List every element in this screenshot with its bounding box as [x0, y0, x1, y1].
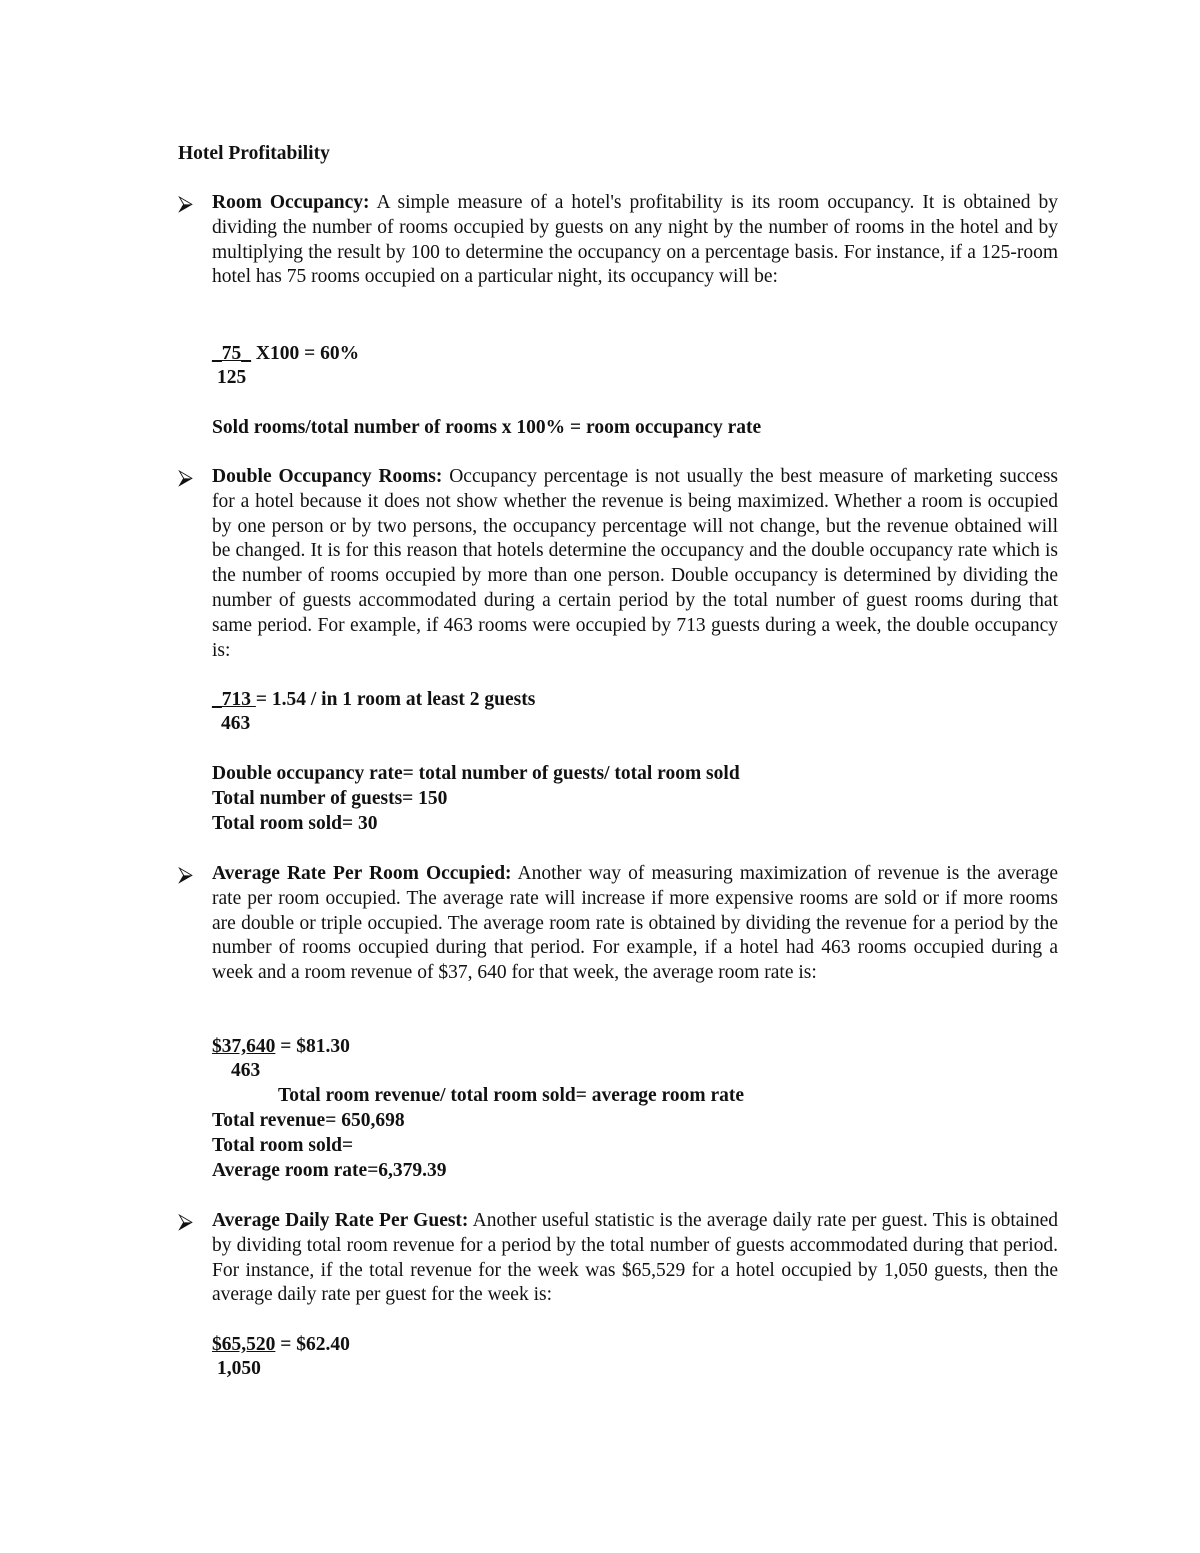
room-occupancy-formula: Sold rooms/total number of rooms x 100% = room occupancy rate — [212, 417, 762, 438]
fraction-denominator: 463 — [231, 1060, 261, 1081]
fraction-numerator: _75_ — [212, 343, 251, 364]
fraction-denominator: 1,050 — [217, 1358, 261, 1379]
average-room-rate-line: Average room rate=6,379.39 — [212, 1160, 447, 1181]
page-title: Hotel Profitability — [178, 143, 330, 164]
average-rate-fraction-line — [212, 1035, 350, 1060]
fraction-denominator: 463 — [221, 713, 251, 734]
arrow-bullet-icon: ⮚ — [178, 465, 193, 489]
section-average-daily-rate — [178, 1209, 1058, 1308]
total-rooms-line: Total room sold= 30 — [212, 813, 378, 834]
arrow-bullet-icon: ⮚ — [178, 191, 193, 215]
average-rate-paragraph — [212, 862, 1058, 986]
average-rate-formula: Total room revenue/ total room sold= average room rate — [278, 1085, 745, 1106]
room-occupancy-body: A simple measure of a hotel's profitability is its room occupancy. It is obtained by dividing the number of rooms occupied by guests on any night by the number of rooms in the hotel and by multiplying the result by 100 to determine the occupancy on a percentage basis. For instance, if a 125-room hotel has 75 rooms occupied on a particular night, its occupancy will be: — [212, 192, 1058, 288]
room-occupancy-paragraph — [212, 191, 1058, 290]
double-occupancy-paragraph — [212, 465, 1058, 663]
total-guests-line: Total number of guests= 150 — [212, 788, 448, 809]
room-occupancy-term: Room Occupancy: — [212, 192, 370, 213]
double-occupancy-term: Double Occupancy Rooms: — [212, 466, 443, 487]
average-daily-rate-body: Another useful statistic is the average daily rate per guest. This is obtained by dividing total room revenue for a period by the total number of guests accommodated during that period. For instance, if the total revenue for the week was $65,529 for a hotel occupied by 1,050 guests, then the average daily rate per guest for the week is: — [212, 1210, 1058, 1306]
total-rooms-line: Total room sold= — [212, 1135, 354, 1156]
fraction-result: X100 = 60% — [251, 343, 360, 364]
room-occupancy-fraction-line — [212, 342, 359, 367]
arrow-bullet-icon: ⮚ — [178, 1209, 193, 1233]
fraction-result: = 1.54 / in 1 room at least 2 guests — [255, 689, 536, 710]
section-double-occupancy — [178, 465, 1058, 663]
fraction-numerator: $37,640 — [212, 1036, 276, 1057]
section-average-rate — [178, 862, 1058, 986]
arrow-bullet-icon: ⮚ — [178, 862, 193, 886]
fraction-numerator: _713 — [212, 689, 256, 710]
section-room-occupancy — [178, 191, 1058, 290]
double-occupancy-formula: Double occupancy rate= total number of guests/ total room sold — [212, 763, 740, 784]
fraction-numerator: $65,520 — [212, 1334, 276, 1355]
average-daily-rate-paragraph — [212, 1209, 1058, 1308]
average-daily-rate-term: Average Daily Rate Per Guest: — [212, 1210, 469, 1231]
fraction-denominator: 125 — [217, 367, 247, 388]
double-occupancy-body: Occupancy percentage is not usually the best measure of marketing success for a hotel because it does not show whether the revenue is being maximized. Whether a room is occupied by one person or by two persons, the occupancy percentage will not change, but the revenue obtained will be changed. It is for this reason that hotels determine the occupancy and the double occupancy rate which is the number of rooms occupied by more than one person. Double occupancy is determined by dividing the number of guests accommodated during a certain period by the total number of guest rooms during that same period. For example, if 463 rooms were occupied by 713 guests during a week, the double occupancy is: — [212, 466, 1059, 661]
average-daily-rate-fraction-line — [212, 1333, 350, 1358]
fraction-result: = $81.30 — [275, 1036, 350, 1057]
double-occupancy-fraction-line — [212, 688, 535, 713]
average-rate-term: Average Rate Per Room Occupied: — [212, 863, 512, 884]
average-rate-body: Another way of measuring maximization of revenue is the average rate per room occupied. The average rate will increase if more expensive rooms are sold or if more rooms are double or triple occupied. The average room rate is obtained by dividing the revenue for a period by the number of rooms occupied during that period. For example, if a hotel had 463 rooms occupied during a week and a room revenue of $37, 640 for that week, the average room rate is: — [212, 863, 1058, 984]
total-revenue-line: Total revenue= 650,698 — [212, 1110, 405, 1131]
fraction-result: = $62.40 — [275, 1334, 350, 1355]
